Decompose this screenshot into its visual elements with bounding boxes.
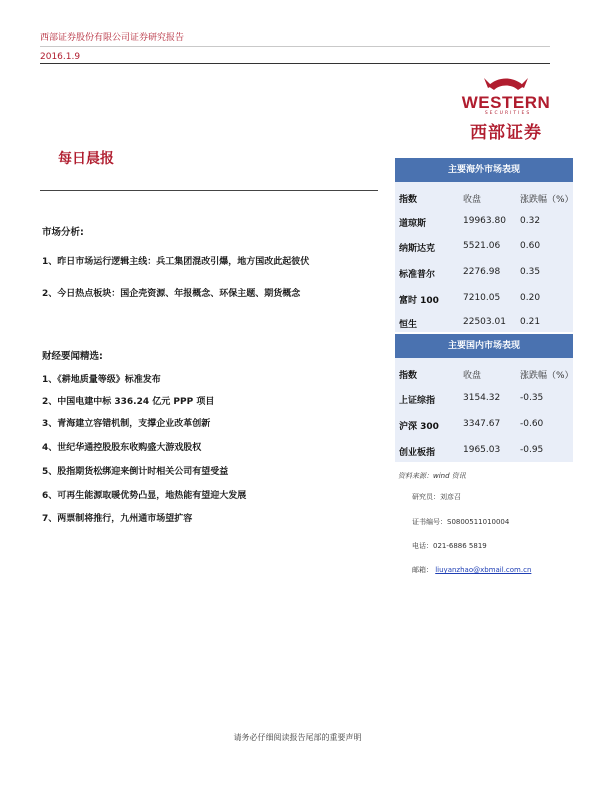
column-header: 收盘 [463,371,482,381]
analyst-phone: 电话：021-6886 5819 [412,542,487,550]
table-header-row [395,188,573,208]
index-name: 恒生 [399,320,418,330]
change-value: 0.21 [520,317,541,327]
table-row [395,289,573,309]
table-row [395,389,573,409]
change-value: 0.20 [520,293,541,303]
news-item: 3、青海建立容错机制，支撑企业改革创新 [42,419,211,429]
column-header: 指数 [399,371,418,381]
header-rule [40,63,550,64]
change-value: -0.60 [520,419,544,429]
logo-chinese-name: 西部证券 [470,123,542,143]
change-value: 0.35 [520,267,541,277]
index-name: 道琼斯 [399,219,427,229]
close-value: 7210.05 [463,293,501,303]
table-row [395,212,573,232]
footer-disclaimer: 请务必仔细阅读报告尾部的重要声明 [233,733,362,742]
overseas-table-title: 主要海外市场表现 [395,158,573,182]
logo-securities-text: SECURITIES [484,111,532,116]
news-item: 6、可再生能源取暖优势凸显，地热能有望迎大发展 [42,491,247,501]
index-name: 沪深 300 [399,422,439,432]
header-date: 2016.1.9 [40,52,81,62]
change-value: 0.32 [520,216,541,226]
table-row [395,415,573,435]
news-item: 5、股指期货松绑迎来倒计时相关公司有望受益 [42,467,229,477]
change-value: -0.95 [520,445,544,455]
market-analysis-item: 1、昨日市场运行逻辑主线：兵工集团混改引爆，地方国改此起彼伏 [42,257,310,267]
close-value: 3154.32 [463,393,501,403]
analyst-name: 研究员：刘彦召 [412,493,461,501]
domestic-table [395,358,573,462]
report-title: 每日晨报 [58,151,114,167]
index-name: 标准普尔 [399,270,436,280]
close-value: 5521.06 [463,241,501,251]
close-value: 3347.67 [463,419,501,429]
news-item: 4、世纪华通控股股东收购盛大游戏股权 [42,443,202,453]
column-header: 指数 [399,195,418,205]
news-item: 7、两票制将推行，九州通市场望扩容 [42,514,193,524]
close-value: 22503.01 [463,317,506,327]
header-company-name: 西部证券股份有限公司证券研究报告 [40,33,185,43]
close-value: 1965.03 [463,445,501,455]
news-heading: 财经要闻精选: [42,351,103,362]
overseas-table [395,182,573,332]
header-divider [40,46,550,47]
title-rule [40,190,378,191]
column-header: 涨跌幅（%） [520,371,574,381]
table-row [395,237,573,257]
close-value: 19963.80 [463,216,506,226]
logo-english-name: WESTERN [461,93,551,112]
column-header: 收盘 [463,195,482,205]
index-name: 纳斯达克 [399,244,436,254]
index-name: 富时 100 [399,296,439,306]
table-row [395,263,573,283]
close-value: 2276.98 [463,267,501,277]
market-analysis-item: 2、今日热点板块：国企壳资源、年报概念、环保主题、期货概念 [42,289,301,299]
domestic-table-title: 主要国内市场表现 [395,334,573,358]
index-name: 创业板指 [399,448,436,458]
column-header: 涨跌幅（%） [520,195,574,205]
email-label: 邮箱： [412,566,433,574]
analyst-email-row [412,565,531,575]
market-analysis-heading: 市场分析: [42,227,84,238]
analyst-certificate: 证书编号：S0800511010004 [412,518,510,526]
index-name: 上证综指 [399,396,436,406]
table-row [395,441,573,461]
table-header-row [395,364,573,384]
table-row [395,313,573,333]
data-source: 资料来源：wind 资讯 [398,472,466,480]
change-value: 0.60 [520,241,541,251]
change-value: -0.35 [520,393,544,403]
email-link[interactable]: liuyanzhao@xbmail.com.cn [435,566,532,574]
news-item: 2、中国电建中标 336.24 亿元 PPP 项目 [42,397,215,407]
news-item: 1、《耕地质量等级》标准发布 [42,375,161,385]
